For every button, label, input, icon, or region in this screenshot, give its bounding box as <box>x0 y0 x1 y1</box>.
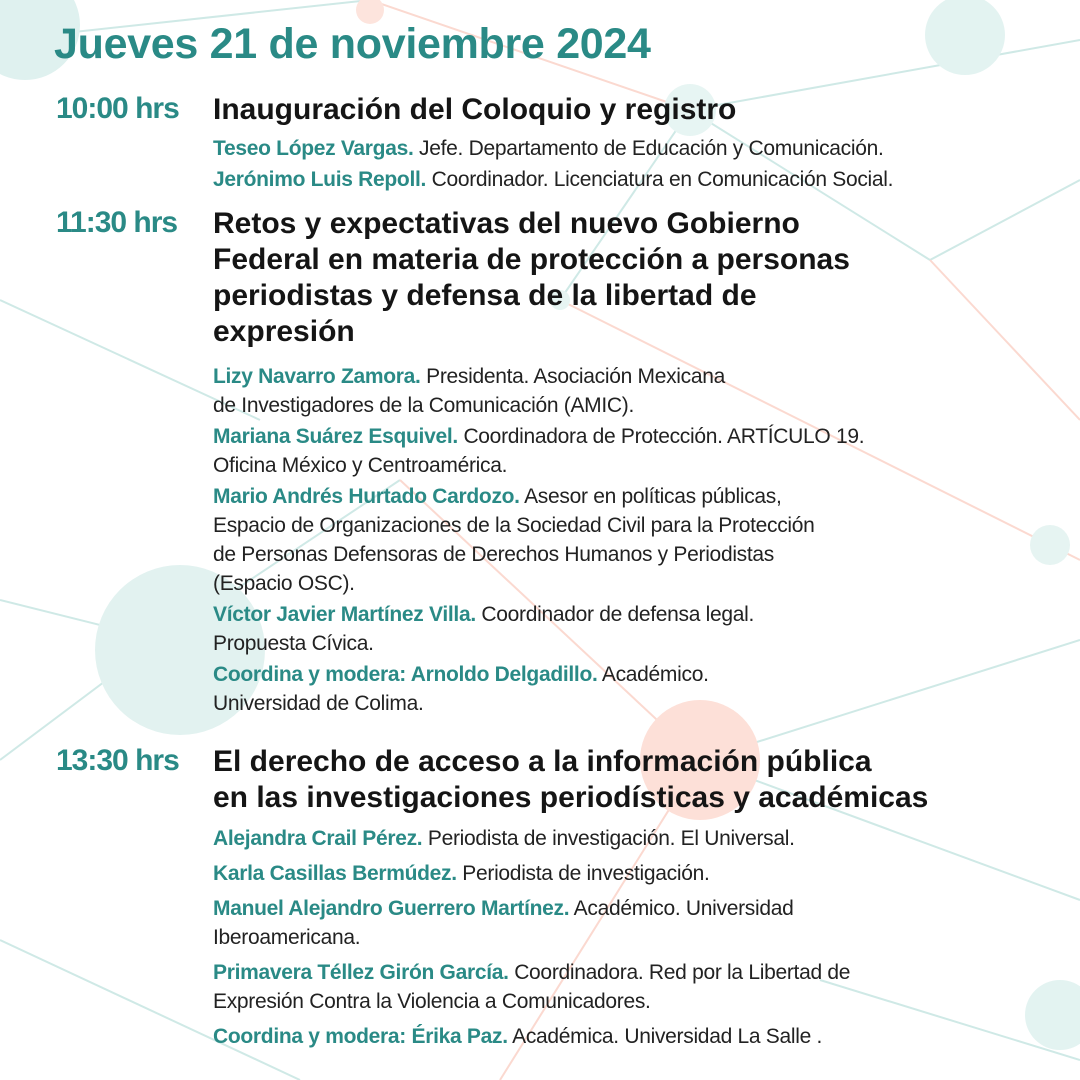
speaker-name: Mario Andrés Hurtado Cardozo. <box>213 485 520 508</box>
speaker-description: Periodista de investigación. El Universal. <box>422 827 795 850</box>
speaker-name: Primavera Téllez Girón García. <box>213 961 509 984</box>
session-time: 13:30 hrs <box>56 744 179 777</box>
speaker-name: Manuel Alejandro Guerrero Martínez. <box>213 897 570 920</box>
speaker-name: Karla Casillas Bermúdez. <box>213 862 457 885</box>
speaker-entry <box>213 824 1053 853</box>
speaker-description: Coordinadora de Protección. ARTÍCULO 19. Oficina México y Centroamérica. <box>213 425 865 477</box>
speaker-entry <box>213 958 1053 1016</box>
speaker-description: Coordinador. Licenciatura en Comunicación Social. <box>426 168 894 191</box>
speaker-entry <box>213 134 1053 163</box>
speaker-name: Jerónimo Luis Repoll. <box>213 168 427 191</box>
speaker-description: Presidenta. Asociación Mexicana de Investigadores de la Comunicación (AMIC). <box>213 365 725 417</box>
session-title: El derecho de acceso a la información pública en las investigaciones periodísticas y académicas <box>213 745 929 814</box>
speaker-entry <box>213 1022 1053 1051</box>
speaker-description: Jefe. Departamento de Educación y Comunicación. <box>413 137 884 160</box>
speaker-list <box>213 134 1053 194</box>
event-date-heading: Jueves 21 de noviembre 2024 <box>54 20 651 68</box>
speaker-name: Mariana Suárez Esquivel. <box>213 425 458 448</box>
speaker-list <box>213 824 1053 1051</box>
speaker-entry <box>213 600 1053 658</box>
speaker-entry <box>213 859 1053 888</box>
session-title: Retos y expectativas del nuevo Gobierno Federal en materia de protección a personas periodistas y defensa de la libertad de expresión <box>213 207 850 348</box>
speaker-name: Coordina y modera: Arnoldo Delgadillo. <box>213 663 598 686</box>
speaker-description: Periodista de investigación. <box>456 862 710 885</box>
speaker-entry <box>213 660 1053 718</box>
speaker-name: Alejandra Crail Pérez. <box>213 827 423 850</box>
speaker-name: Lizy Navarro Zamora. <box>213 365 421 388</box>
speaker-description: Coordinadora. Red por la Libertad de Expresión Contra la Violencia a Comunicadores. <box>213 961 851 1013</box>
speaker-list <box>213 362 1053 718</box>
session-time: 10:00 hrs <box>56 92 179 125</box>
speaker-description: Coordinador de defensa legal. Propuesta Cívica. <box>213 603 755 655</box>
speaker-description: Académico. Universidad de Colima. <box>213 663 709 715</box>
speaker-description: Académica. Universidad La Salle . <box>507 1025 823 1048</box>
speaker-entry <box>213 894 1053 952</box>
speaker-entry <box>213 482 1053 598</box>
speaker-description: Asesor en políticas públicas, Espacio de Organizaciones de la Sociedad Civil para la Protección de Personas Defensoras de Derechos Humanos y Periodistas (Espacio OSC). <box>213 485 815 595</box>
session-time: 11:30 hrs <box>56 206 178 239</box>
session-title: Inauguración del Coloquio y registro <box>213 93 737 126</box>
speaker-name: Teseo López Vargas. <box>213 137 414 160</box>
speaker-entry <box>213 165 1053 194</box>
speaker-name: Coordina y modera: Érika Paz. <box>213 1025 508 1048</box>
speaker-entry <box>213 422 1053 480</box>
speaker-description: Académico. Universidad Iberoamericana. <box>213 897 794 949</box>
speaker-name: Víctor Javier Martínez Villa. <box>213 603 476 626</box>
speaker-entry <box>213 362 1053 420</box>
